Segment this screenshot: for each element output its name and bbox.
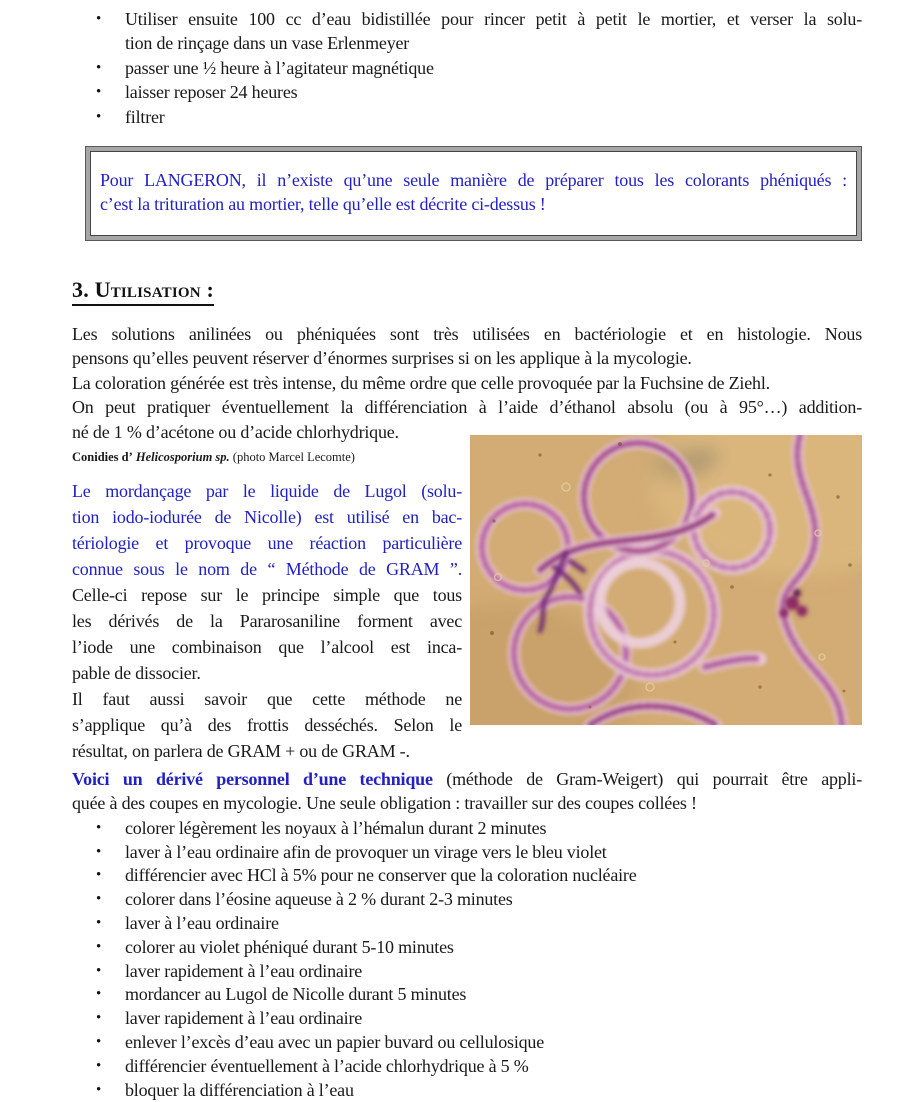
bullet-icon: • bbox=[96, 84, 102, 101]
list-item bbox=[72, 983, 862, 1007]
text-line: laver rapidement à l’eau ordinaire bbox=[125, 960, 363, 981]
section-heading-row bbox=[72, 277, 862, 306]
text-line: c’est la trituration au mortier, telle qu’elle est décrite ci-dessus ! bbox=[100, 194, 546, 215]
text-line bbox=[72, 767, 862, 791]
bullet-icon: • bbox=[96, 59, 102, 76]
bullet-icon: • bbox=[96, 938, 102, 955]
paragraph-lead-rest: (méthode de Gram-Weigert) qui pourrait être appli- bbox=[446, 769, 862, 790]
list-item bbox=[72, 888, 862, 912]
text-line: laisser reposer 24 heures bbox=[125, 82, 298, 103]
text-line: les dérivés de la Pararosaniline forment avec bbox=[72, 611, 462, 632]
bullet-icon: • bbox=[96, 986, 102, 1003]
bullet-icon: • bbox=[96, 867, 102, 884]
text-line: pensons qu’elles peuvent réserver d’énormes surprises si on les applique à la mycologie. bbox=[72, 348, 692, 369]
text-line: quée à des coupes en mycologie. Une seule obligation : travailler sur des coupes collées ! bbox=[72, 793, 697, 814]
bullet-icon: • bbox=[96, 1057, 102, 1074]
text-line: laver rapidement à l’eau ordinaire bbox=[125, 1008, 363, 1029]
text-line: colorer légèrement les noyaux à l’hémalun durant 2 minutes bbox=[125, 817, 547, 838]
text-photo-columns bbox=[72, 449, 862, 764]
text-line: Les solutions anilinées ou phéniquées sont très utilisées en bactériologie et en histologie. Nous bbox=[72, 324, 862, 345]
text-line: tion iodo-iodurée de Nicolle) est utilisé en bac- bbox=[72, 507, 462, 528]
langeron-note-box bbox=[85, 146, 862, 241]
text-line: filtrer bbox=[125, 106, 165, 127]
bullet-icon: • bbox=[96, 819, 102, 836]
text-line: Celle-ci repose sur le principe simple que tous bbox=[72, 585, 462, 606]
text-line: passer une ½ heure à l’agitateur magnétique bbox=[125, 57, 434, 78]
list-item bbox=[72, 1007, 862, 1031]
caption-species: Helicosporium sp. bbox=[132, 450, 230, 465]
text-line: Le mordançage par le liquide de Lugol (solu- bbox=[72, 481, 462, 502]
list-item bbox=[72, 80, 862, 104]
bullet-icon: • bbox=[96, 891, 102, 908]
bullet-icon: • bbox=[96, 1010, 102, 1027]
text-line: bloquer la différenciation à l’eau bbox=[125, 1079, 354, 1100]
list-item bbox=[72, 912, 862, 936]
list-item bbox=[72, 7, 862, 56]
lugol-blue-text bbox=[72, 478, 462, 582]
list-item bbox=[72, 936, 862, 960]
text-line: Utiliser ensuite 100 cc d’eau bidistillée pour rincer petit à petit le mortier, et verser la solu- bbox=[125, 9, 862, 29]
technique-steps-list bbox=[72, 817, 862, 1102]
text-line: tion de rinçage dans un vase Erlenmeyer bbox=[125, 33, 410, 54]
list-item bbox=[72, 56, 862, 80]
page-content bbox=[72, 7, 862, 1102]
caption-credit: (photo Marcel Lecomte) bbox=[229, 450, 355, 465]
text-line: tériologie et provoque une réaction particulière bbox=[72, 533, 462, 554]
text-line: mordancer au Lugol de Nicolle durant 5 minutes bbox=[125, 984, 467, 1005]
bullet-icon: • bbox=[96, 108, 102, 125]
text-line: connue sous le nom de “ Méthode de GRAM ”. bbox=[72, 559, 462, 580]
text-line: Pour LANGERON, il n’existe qu’une seule manière de préparer tous les colorants phéniqués : bbox=[100, 170, 847, 191]
conidia-photo bbox=[470, 435, 862, 725]
text-line: s’applique qu’à des frottis desséchés. Selon le bbox=[72, 715, 462, 736]
text-line: l’iode une combinaison que l’alcool est inca- bbox=[72, 637, 462, 658]
text-line: différencier éventuellement à l’acide chlorhydrique à 5 % bbox=[125, 1055, 529, 1076]
text-line: enlever l’excès d’eau avec un papier buvard ou cellulosique bbox=[125, 1032, 545, 1053]
gram-weigert-paragraph bbox=[72, 767, 862, 816]
list-item bbox=[72, 960, 862, 984]
bullet-icon: • bbox=[96, 843, 102, 860]
bullet-icon: • bbox=[96, 11, 102, 27]
caption-title: Conidies d’ bbox=[72, 450, 133, 465]
list-item bbox=[72, 817, 862, 841]
text-line: colorer au violet phéniqué durant 5-10 minutes bbox=[125, 936, 454, 957]
lugol-black-text bbox=[72, 582, 462, 764]
text-line: résultat, on parlera de GRAM + ou de GRAM -. bbox=[72, 741, 410, 762]
bullet-icon: • bbox=[96, 1081, 102, 1098]
text-line: La coloration générée est très intense, du même ordre que celle provoquée par la Fuchsine de Ziehl. bbox=[72, 372, 770, 393]
text-line: On peut pratiquer éventuellement la différenciation à l’aide d’éthanol absolu (ou à 95°…) addition- bbox=[72, 397, 862, 418]
list-item bbox=[72, 1031, 862, 1055]
preparation-steps-list bbox=[72, 7, 862, 129]
lugol-paragraph bbox=[72, 478, 462, 764]
list-item bbox=[72, 1079, 862, 1102]
list-item bbox=[72, 841, 862, 865]
left-column bbox=[72, 449, 462, 764]
note-text bbox=[100, 168, 847, 217]
bullet-icon: • bbox=[96, 962, 102, 979]
list-item bbox=[72, 1055, 862, 1079]
text-line: laver à l’eau ordinaire bbox=[125, 913, 279, 934]
text-line: Il faut aussi savoir que cette méthode ne bbox=[72, 689, 462, 710]
section-heading: 3. Utilisation : bbox=[72, 277, 214, 306]
text-line: pable de dissocier. bbox=[72, 663, 201, 684]
text-line: né de 1 % d’acétone ou d’acide chlorhydrique. bbox=[72, 421, 399, 442]
bullet-icon: • bbox=[96, 915, 102, 932]
list-item bbox=[72, 864, 862, 888]
list-item bbox=[72, 105, 862, 129]
paragraph-lead: Voici un dérivé personnel d’une technique bbox=[72, 769, 433, 790]
text-line: différencier avec HCl à 5% pour ne conserver que la coloration nucléaire bbox=[125, 865, 637, 886]
bullet-icon: • bbox=[96, 1034, 102, 1051]
text-line: laver à l’eau ordinaire afin de provoquer un virage vers le bleu violet bbox=[125, 841, 607, 862]
text-line: colorer dans l’éosine aqueuse à 2 % durant 2-3 minutes bbox=[125, 889, 513, 910]
utilisation-intro-paragraph bbox=[72, 322, 862, 444]
figure-caption bbox=[72, 449, 462, 465]
